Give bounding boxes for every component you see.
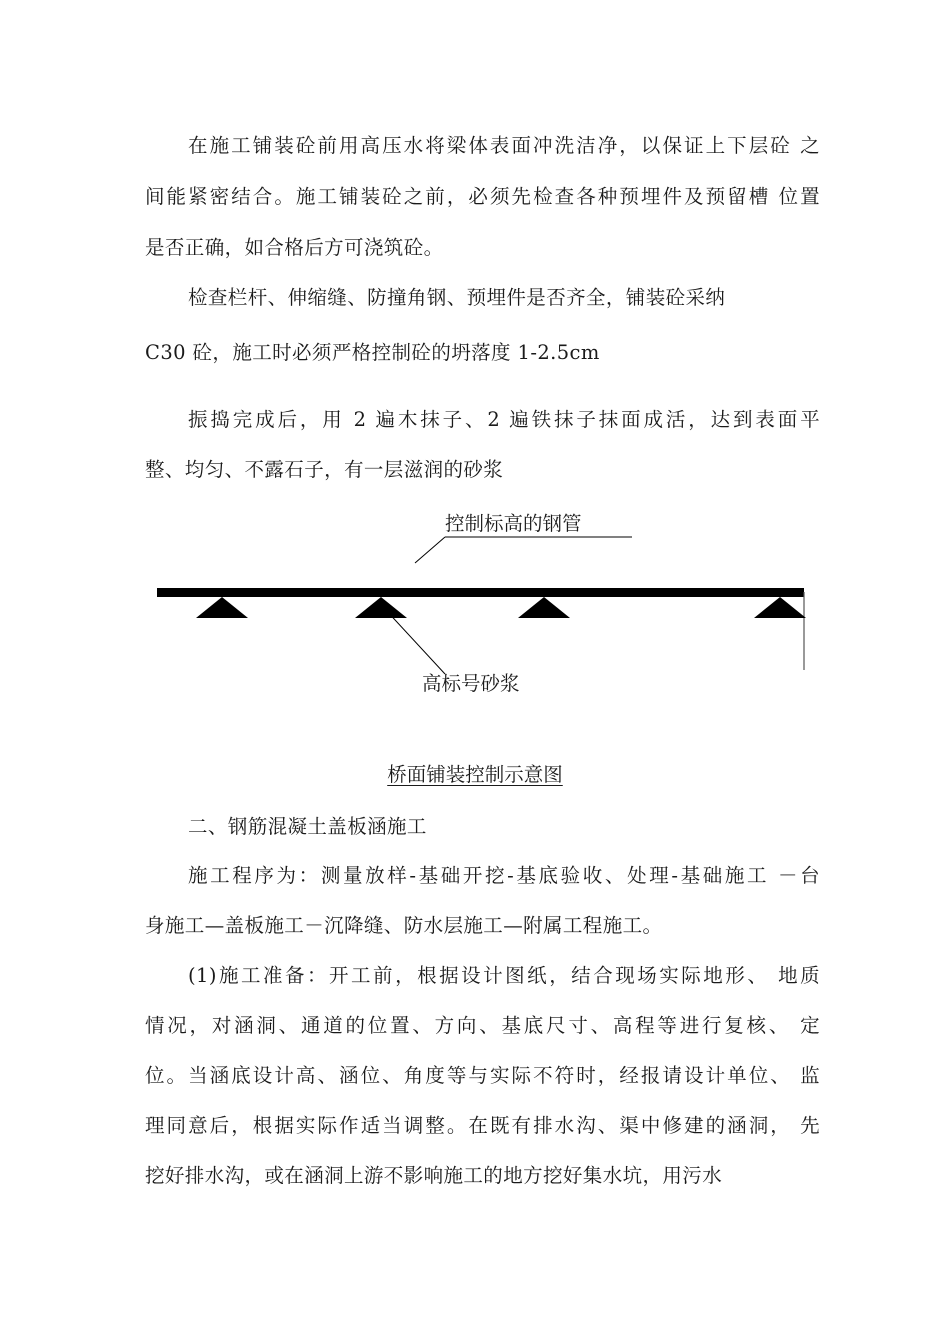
- mortar-support: [518, 597, 570, 618]
- mortar-leader-line: [384, 608, 445, 674]
- pipe-label: 控制标高的钢管: [445, 512, 582, 535]
- p2-line-2: C30 砼，施工时必须严格控制砼的坍落度 1-2.5cm: [145, 341, 600, 364]
- diagram-caption: [0, 762, 950, 788]
- p3-line-1: 振捣完成后，用 2 遍木抹子、2 遍铁抹子抹面成活，达到表面平: [188, 408, 820, 431]
- p4-line-1: 施工程序为：测量放样-基础开挖-基底验收、处理-基础施工 －台: [188, 864, 820, 887]
- p5-line-4: 理同意后，根据实际作适当调整。在既有排水沟、渠中修建的涵洞， 先: [145, 1114, 820, 1137]
- mortar-support: [754, 597, 806, 618]
- p5-line-1: (1)施工准备：开工前，根据设计图纸，结合现场实际地形、 地质: [188, 964, 820, 987]
- p5-line-3: 位。当涵底设计高、涵位、角度等与实际不符时，经报请设计单位、 监: [145, 1064, 820, 1087]
- p5-line-5: 挖好排水沟，或在涵洞上游不影响施工的地方挖好集水坑，用污水: [145, 1164, 723, 1187]
- mortar-support: [355, 597, 407, 618]
- mortar-support: [196, 597, 248, 618]
- bridge-deck-diagram: [0, 500, 950, 710]
- p2-line-1: 检查栏杆、伸缩缝、防撞角钢、预埋件是否齐全，铺装砼采纳: [188, 286, 726, 309]
- pipe-leader-line: [415, 537, 445, 563]
- p1-line-1: 在施工铺装砼前用高压水将梁体表面冲洗洁净，以保证上下层砼 之: [188, 134, 820, 157]
- p4-line-2: 身施工—盖板施工－沉降缝、防水层施工—附属工程施工。: [145, 914, 663, 937]
- p3-line-2: 整、均匀、不露石子，有一层滋润的砂浆: [145, 458, 504, 481]
- p1-line-3: 是否正确，如合格后方可浇筑砼。: [145, 236, 444, 259]
- section-heading: 二、钢筋混凝土盖板涵施工: [188, 815, 427, 838]
- p5-line-2: 情况，对涵洞、通道的位置、方向、基底尺寸、高程等进行复核、 定: [145, 1014, 820, 1037]
- p1-line-2: 间能紧密结合。施工铺装砼之前，必须先检查各种预埋件及预留槽 位置: [145, 185, 820, 208]
- mortar-label: 高标号砂浆: [422, 672, 520, 695]
- steel-pipe-bar: [157, 588, 804, 597]
- diagram-caption-text: 桥面铺装控制示意图: [387, 763, 563, 786]
